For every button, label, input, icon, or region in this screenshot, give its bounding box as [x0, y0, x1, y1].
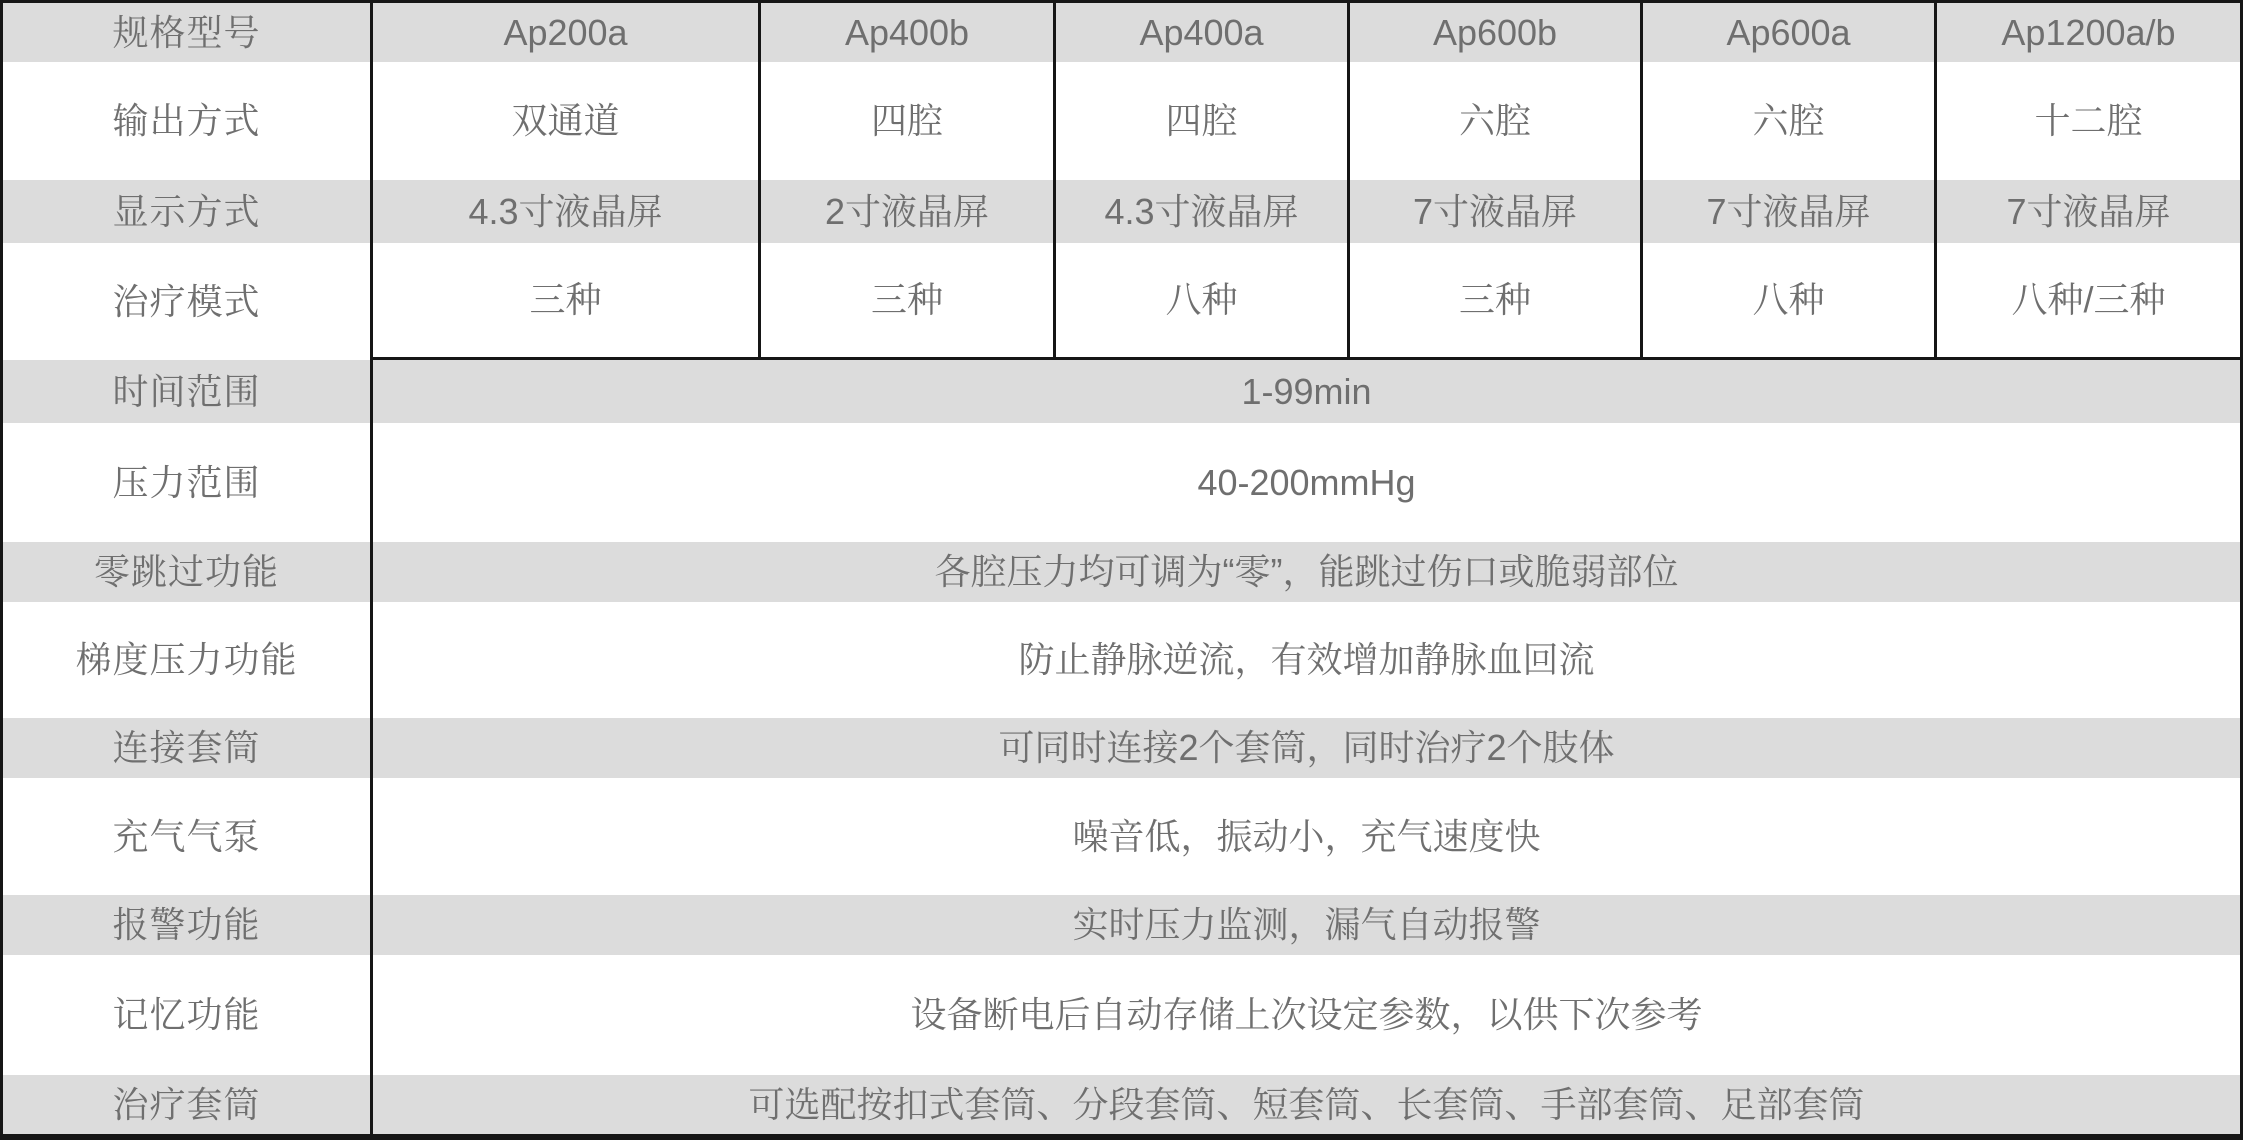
table-row-output-mode [3, 62, 2240, 180]
merged-value-cell: 防止静脉逆流，有效增加静脉血回流 [373, 602, 2240, 718]
merged-value-cell: 设备断电后自动存储上次设定参数，以供下次参考 [373, 955, 2240, 1075]
column-header-ap600b: Ap600b [1350, 3, 1643, 62]
row-label: 压力范围 [3, 423, 373, 542]
merged-value-cell: 可同时连接2个套筒，同时治疗2个肢体 [373, 718, 2240, 778]
spec-cell: 六腔 [1643, 62, 1937, 180]
table-row-air-pump [3, 778, 2240, 895]
spec-cell: 4.3寸液晶屏 [373, 180, 761, 243]
merged-value-cell: 40-200mmHg [373, 423, 2240, 542]
column-header-ap1200ab: Ap1200a/b [1937, 3, 2240, 62]
row-label: 报警功能 [3, 895, 373, 955]
table-row-connect-sleeves [3, 718, 2240, 778]
table-row-zero-skip [3, 542, 2240, 602]
table-row-display-mode [3, 180, 2240, 243]
spec-cell: 四腔 [761, 62, 1056, 180]
table-row-gradient-pressure [3, 602, 2240, 718]
row-label: 显示方式 [3, 180, 373, 243]
spec-cell: 双通道 [373, 62, 761, 180]
row-label: 记忆功能 [3, 955, 373, 1075]
merged-value-cell: 可选配按扣式套筒、分段套筒、短套筒、长套筒、手部套筒、足部套筒 [373, 1075, 2240, 1134]
merged-value-cell: 噪音低，振动小，充气速度快 [373, 778, 2240, 895]
spec-cell: 三种 [1350, 243, 1643, 360]
table-row-memory [3, 955, 2240, 1075]
row-label: 输出方式 [3, 62, 373, 180]
spec-cell: 十二腔 [1937, 62, 2240, 180]
column-header-ap600a: Ap600a [1643, 3, 1937, 62]
row-label: 连接套筒 [3, 718, 373, 778]
table-row-treatment-modes [3, 243, 2240, 360]
spec-cell: 三种 [373, 243, 761, 360]
row-label: 梯度压力功能 [3, 602, 373, 718]
header-spec-model: 规格型号 [3, 3, 373, 62]
column-header-ap400a: Ap400a [1056, 3, 1350, 62]
spec-cell: 八种/三种 [1937, 243, 2240, 360]
spec-cell: 四腔 [1056, 62, 1350, 180]
spec-cell: 八种 [1643, 243, 1937, 360]
table-row-time-range [3, 360, 2240, 423]
spec-cell: 2寸液晶屏 [761, 180, 1056, 243]
spec-cell: 三种 [761, 243, 1056, 360]
row-label: 充气气泵 [3, 778, 373, 895]
column-header-ap200a: Ap200a [373, 3, 761, 62]
column-header-ap400b: Ap400b [761, 3, 1056, 62]
row-label: 治疗模式 [3, 243, 373, 360]
spec-cell: 7寸液晶屏 [1937, 180, 2240, 243]
row-label: 零跳过功能 [3, 542, 373, 602]
table-row-alarm [3, 895, 2240, 955]
merged-value-cell: 各腔压力均可调为“零”，能跳过伤口或脆弱部位 [373, 542, 2240, 602]
table-row-pressure-range [3, 423, 2240, 542]
merged-value-cell: 1-99min [373, 360, 2240, 423]
merged-value-cell: 实时压力监测，漏气自动报警 [373, 895, 2240, 955]
spec-cell: 4.3寸液晶屏 [1056, 180, 1350, 243]
spec-cell: 7寸液晶屏 [1643, 180, 1937, 243]
spec-cell: 六腔 [1350, 62, 1643, 180]
row-label: 时间范围 [3, 360, 373, 423]
table-row-treatment-sleeves [3, 1075, 2240, 1134]
spec-cell: 八种 [1056, 243, 1350, 360]
row-label: 治疗套筒 [3, 1075, 373, 1134]
spec-cell: 7寸液晶屏 [1350, 180, 1643, 243]
table-header-row [3, 3, 2240, 62]
